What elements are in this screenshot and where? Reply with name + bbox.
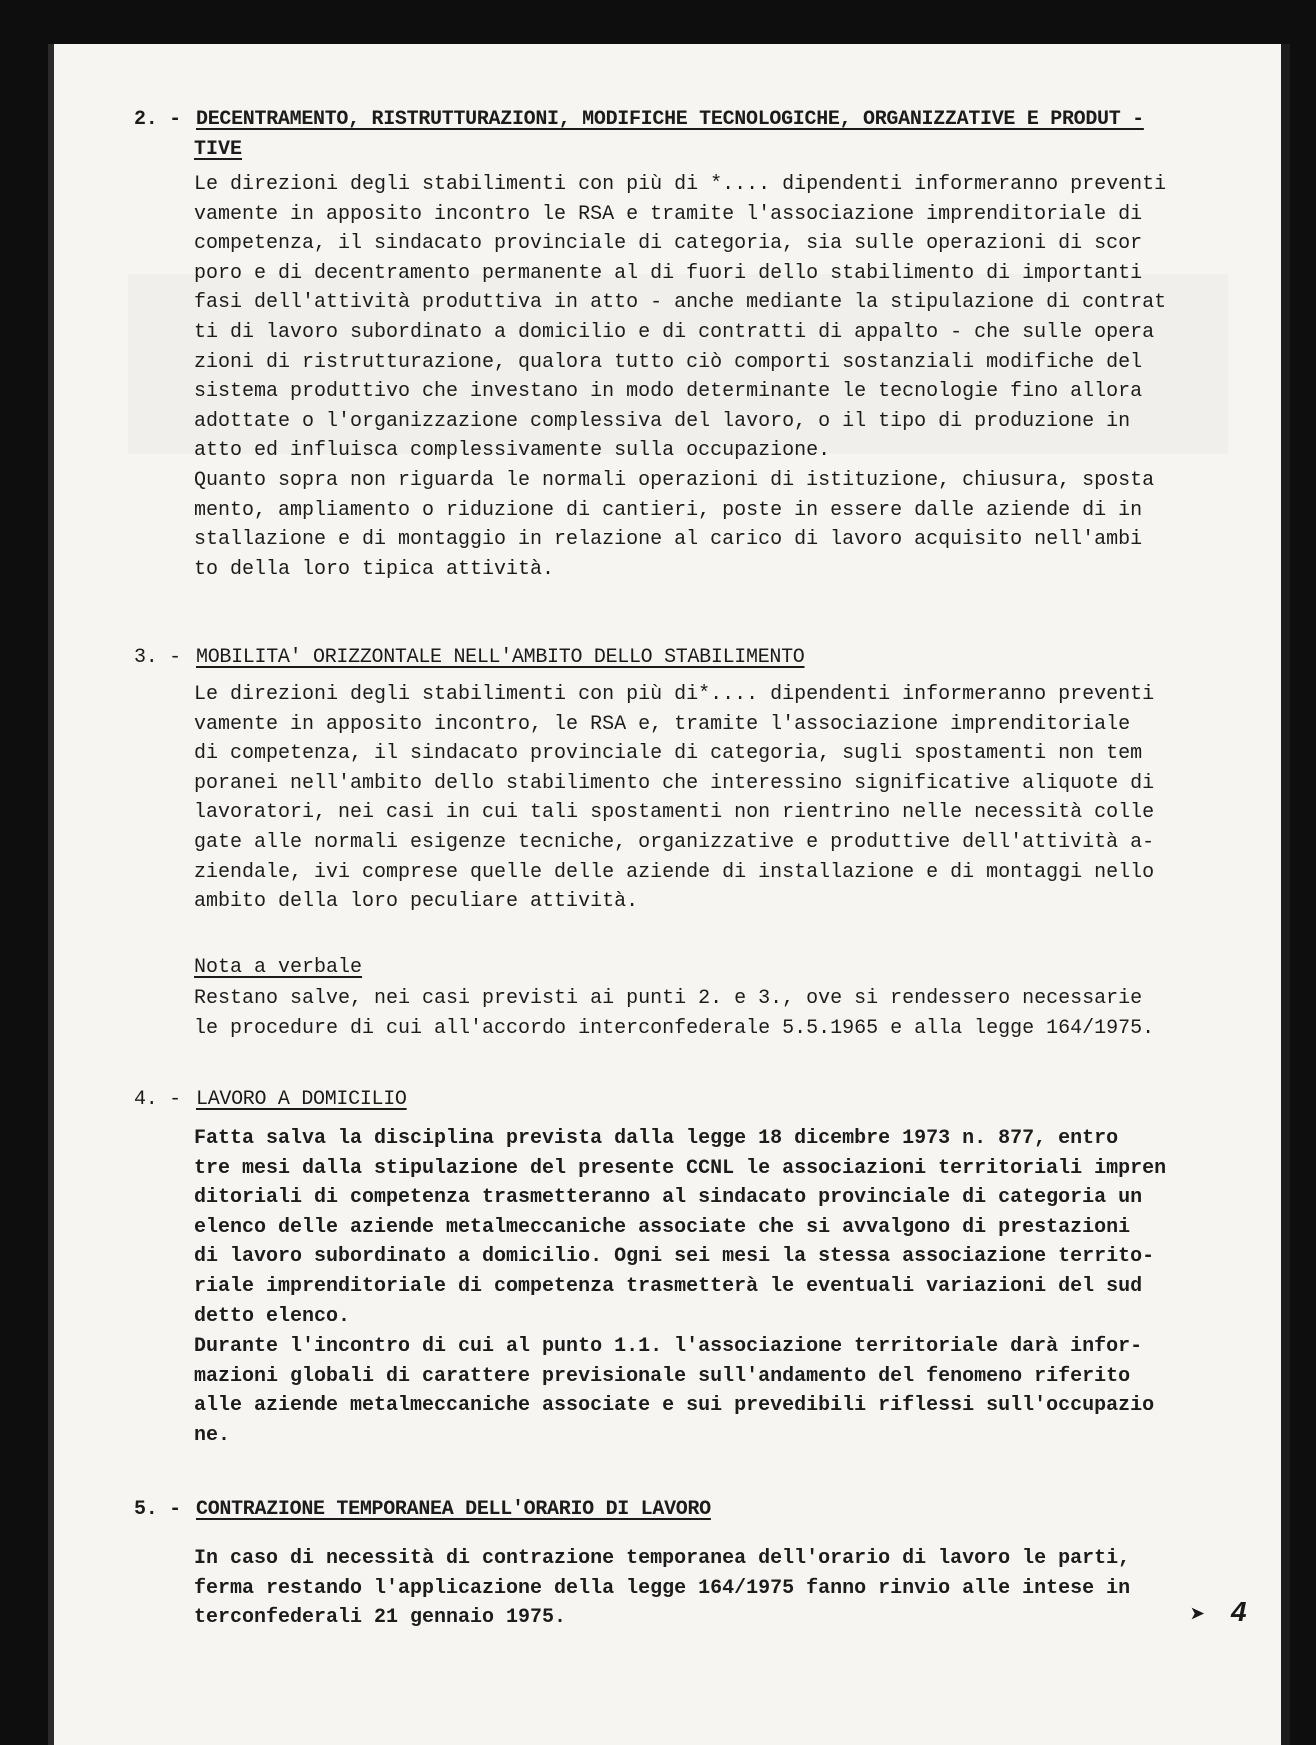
section-3-title: MOBILITA' ORIZZONTALE NELL'AMBITO DELLO STABILIMENTO: [196, 646, 805, 669]
text-line: Fatta salva la disciplina prevista dalla legge 18 dicembre 1973 n. 877, entro: [194, 1127, 1119, 1150]
section-2-header: [134, 108, 1144, 131]
text-line: Restano salve, nei casi previsti ai punti 2. e 3., ove si rendessero necessarie: [194, 987, 1143, 1010]
section-3-number: 3. -: [134, 646, 181, 669]
text-line: di lavoro subordinato a domicilio. Ogni sei mesi la stessa associazione territo-: [194, 1245, 1155, 1269]
section-4-title: LAVORO A DOMICILIO: [196, 1088, 407, 1111]
document-page: [48, 44, 1290, 1745]
text-line: sistema produttivo che investano in modo determinante le tecnologie fino allora: [194, 380, 1143, 404]
text-line: stallazione e di montaggio in relazione al carico di lavoro acquisito nell'ambi: [194, 528, 1143, 552]
text-line: terconfederali 21 gennaio 1975.: [194, 1606, 567, 1630]
text-line: ditoriali di competenza trasmetteranno al sindacato provinciale di categoria un: [194, 1186, 1143, 1210]
section-5-paragraph-1: [194, 1544, 1254, 1633]
text-line: tre mesi dalla stipulazione del presente CCNL le associazioni territoriali impren: [194, 1156, 1167, 1180]
text-line: alle aziende metalmeccaniche associate e sui prevedibili riflessi sull'occupazio: [194, 1394, 1155, 1418]
text-line: poro e di decentramento permanente al di fuori dello stabilimento di importanti: [194, 261, 1143, 285]
text-line: competenza, il sindacato provinciale di categoria, sia sulle operazioni di scor: [194, 232, 1143, 256]
page-left-edge: [48, 44, 54, 1745]
text-line: to della loro tipica attività.: [194, 557, 555, 581]
text-line: elenco delle aziende metalmeccaniche associate che si avvalgono di prestazioni: [194, 1215, 1131, 1239]
text-line: vamente in apposito incontro le RSA e tramite l'associazione imprenditoriale di: [194, 202, 1143, 226]
text-line: ne.: [194, 1423, 231, 1447]
text-line: lavoratori, nei casi in cui tali spostamenti non rientrino nelle necessità colle: [194, 801, 1155, 825]
text-line: In caso di necessità di contrazione temporanea dell'orario di lavoro le parti,: [194, 1547, 1131, 1570]
text-line: mento, ampliamento o riduzione di cantieri, poste in essere dalle aziende di in: [194, 498, 1143, 522]
text-line: ferma restando l'applicazione della legge 164/1975 fanno rinvio alle intese in: [194, 1576, 1131, 1600]
section-4-header: [134, 1088, 407, 1111]
section-2-title: DECENTRAMENTO, RISTRUTTURAZIONI, MODIFICHE TECNOLOGICHE, ORGANIZZATIVE E PRODUT -: [196, 108, 1144, 131]
nota-a-verbale-text: [194, 984, 1254, 1043]
text-line: di competenza, il sindacato provinciale di categoria, sugli spostamenti non tem: [194, 742, 1143, 766]
section-3-header: [134, 646, 805, 669]
text-line: Durante l'incontro di cui al punto 1.1. l'associazione territoriale darà infor-: [194, 1335, 1143, 1358]
section-2-number: 2. -: [134, 108, 181, 131]
text-line: ti di lavoro subordinato a domicilio e di contratti di appalto - che sulle opera: [194, 320, 1155, 344]
text-line: Le direzioni degli stabilimenti con più di*.... dipendenti informeranno preventi: [194, 683, 1155, 706]
page-right-strip: [1281, 44, 1290, 1745]
text-line: le procedure di cui all'accordo interconfederale 5.5.1965 e alla legge 164/1975.: [194, 1016, 1155, 1040]
section-4-paragraph-1: [194, 1124, 1254, 1331]
text-line: poranei nell'ambito dello stabilimento che interessino significative aliquote di: [194, 771, 1155, 795]
text-line: Quanto sopra non riguarda le normali operazioni di istituzione, chiusura, sposta: [194, 469, 1155, 492]
text-line: vamente in apposito incontro, le RSA e, tramite l'associazione imprenditoriale: [194, 712, 1131, 736]
text-line: fasi dell'attività produttiva in atto - anche mediante la stipulazione di contrat: [194, 291, 1167, 315]
section-5-number: 5. -: [134, 1498, 181, 1521]
text-line: detto elenco.: [194, 1304, 351, 1328]
continue-arrow-icon: ➤: [1190, 1601, 1206, 1631]
text-line: adottate o l'organizzazione complessiva del lavoro, o il tipo di produzione in: [194, 409, 1131, 433]
text-line: atto ed influisca complessivamente sulla occupazione.: [194, 439, 831, 463]
section-3-paragraph-1: [194, 680, 1254, 917]
section-2-paragraph-2: [194, 466, 1254, 584]
section-5-title: CONTRAZIONE TEMPORANEA DELL'ORARIO DI LAVORO: [196, 1498, 711, 1521]
section-4-paragraph-2: [194, 1332, 1254, 1450]
text-line: riale imprenditoriale di competenza trasmetterà le eventuali variazioni del sud: [194, 1274, 1143, 1298]
page-number: 4: [1231, 1596, 1247, 1627]
section-2-paragraph-1: [194, 170, 1254, 466]
text-line: ambito della loro peculiare attività.: [194, 890, 639, 914]
section-2-title-continuation: TIVE: [194, 138, 243, 161]
nota-a-verbale-title: Nota a verbale: [194, 956, 363, 979]
section-4-number: 4. -: [134, 1088, 181, 1111]
text-line: Le direzioni degli stabilimenti con più di *.... dipendenti informeranno preventi: [194, 173, 1167, 196]
text-line: gate alle normali esigenze tecniche, organizzative e produttive dell'attività a-: [194, 830, 1155, 854]
section-5-header: [134, 1498, 711, 1521]
text-line: mazioni globali di carattere previsionale sull'andamento del fenomeno riferito: [194, 1364, 1131, 1388]
text-line: ziendale, ivi comprese quelle delle aziende di installazione e di montaggi nello: [194, 860, 1155, 884]
text-line: zioni di ristrutturazione, qualora tutto ciò comporti sostanziali modifiche del: [194, 350, 1143, 374]
